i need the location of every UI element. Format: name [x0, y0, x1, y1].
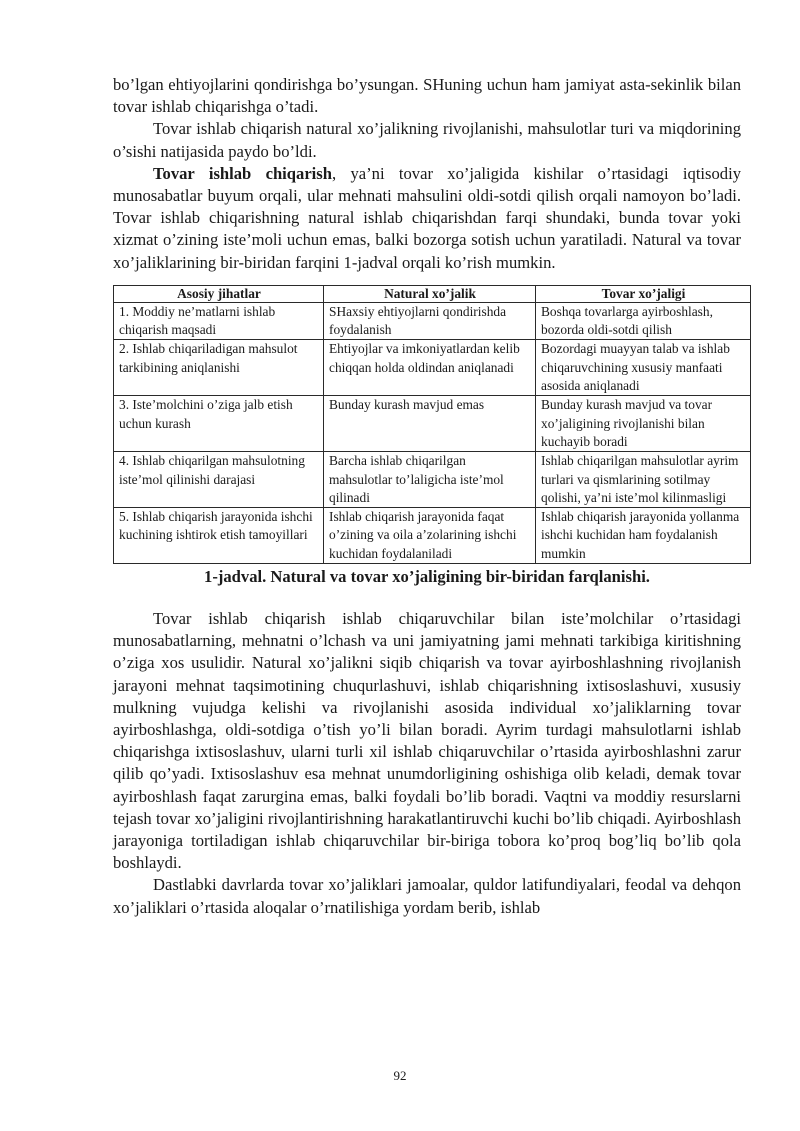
page-number: 92 — [393, 1068, 407, 1083]
table-cell: 4. Ishlab chiqarilgan mahsulotning iste’mol qilinishi darajasi — [114, 452, 324, 508]
table-cell: Bozordagi muayyan talab va ishlab chiqaruvchining xususiy manfaati asosida aniqlanadi — [536, 340, 751, 396]
table-cell: 2. Ishlab chiqariladigan mahsulot tarkibining aniqlanishi — [114, 340, 324, 396]
table-cell: Ishlab chiqarilgan mahsulotlar ayrim turlari va qismlarining sotilmay qolishi, ya’ni iste’mol kilinmasligi — [536, 452, 751, 508]
table-cell: 5. Ishlab chiqarish jarayonida ishchi kuchining ishtirok etish tamoyillari — [114, 508, 324, 564]
paragraph-4: Tovar ishlab chiqarish ishlab chiqaruvchilar bilan iste’molchilar o’rtasidagi munosabatlarning, mehnatni o’lchash va uni jamiyatning jami mehnati tarkibiga kiritishning o’ziga xos usulidir. Natural xo’jalikni siqib chiqarish va tovar ayirboshlashning rivojlanish jarayoni mehnat taqsimotining chuqurlashuvi, ishlab chiqarishning ixtisoslashuvi, xususiy mulkning vujudga kelishi va rivojlanishi asosida individual xo’jaliklarning tovar ayirboshlashga, oldi-sotdiga o’tish yo’li bilan boradi. Ayrim turdagi mahsulotlarni ishlab chiqarishga ixtisoslashuv, ularni turli xil ishlab chiqaruvchilar o’rtasida ayirboshlashni zarur qilib qo’yadi. Ixtisoslashuv esa mehnat unumdorligining oshishiga olib keladi, demak tovar ayirboshlash faqat zarurgina emas, balki foydali bo’lib boradi. Vaqtni va moddiy resurslarni tejash tovar xo’jaligini rivojlantirishning harakatlantiruvchi kuchi bo’lib chiqadi. Ayirboshlash jarayoniga tortiladigan ishlab chiqaruvchilar bir-biriga tobora ko’proq bog’liq bo’lib qola boshlaydi. — [113, 608, 741, 873]
paragraph-2: Tovar ishlab chiqarish natural xo’jalikning rivojlanishi, mahsulotlar turi va miqdorining o’sishi natijasida paydo bo’ldi. — [113, 119, 741, 161]
column-header: Tovar xo’jaligi — [536, 285, 751, 302]
table-header-row — [114, 285, 751, 302]
table-row — [114, 508, 751, 564]
table-cell: Ehtiyojlar va imkoniyatlardan kelib chiqqan holda oldindan aniqlanadi — [324, 340, 536, 396]
table-cell: 3. Iste’molchini o’ziga jalb etish uchun kurash — [114, 396, 324, 452]
comparison-table — [113, 285, 751, 564]
paragraph-3 — [113, 163, 741, 274]
table-cell: 1. Moddiy ne’matlarni ishlab chiqarish maqsadi — [114, 302, 324, 340]
table-cell: Boshqa tovarlarga ayirboshlash, bozorda oldi-sotdi qilish — [536, 302, 751, 340]
paragraph-5: Dastlabki davrlarda tovar xo’jaliklari jamoalar, quldor latifundiyalari, feodal va dehqon xo’jaliklari o’rtasida aloqalar o’rnatilishiga yordam berib, ishlab — [113, 875, 741, 917]
term-bold: Tovar ishlab chiqarish — [153, 163, 332, 183]
table-row — [114, 340, 751, 396]
table-cell: SHaxsiy ehtiyojlarni qondirishda foydalanish — [324, 302, 536, 340]
table-cell: Bunday kurash mavjud va tovar xo’jaligining rivojlanishi bilan kuchayib boradi — [536, 396, 751, 452]
paragraph-1: bo’lgan ehtiyojlarini qondirishga bo’ysungan. SHuning uchun ham jamiyat asta-sekinlik bilan tovar ishlab chiqarishga o’tadi. — [113, 75, 741, 117]
table-cell: Ishlab chiqarish jarayonida yollanma ishchi kuchidan ham foydalanish mumkin — [536, 508, 751, 564]
page-content — [113, 74, 741, 919]
table-caption: 1-jadval. Natural va tovar xo’jaligining bir-biridan farqlanishi. — [204, 566, 650, 586]
table-cell: Ishlab chiqarish jarayonida faqat o’zining va oila a’zolarining ishchi kuchidan foydalaniladi — [324, 508, 536, 564]
table-row — [114, 396, 751, 452]
table-cell: Bunday kurash mavjud emas — [324, 396, 536, 452]
table-row — [114, 452, 751, 508]
column-header: Asosiy jihatlar — [114, 285, 324, 302]
column-header: Natural xo’jalik — [324, 285, 536, 302]
table-cell: Barcha ishlab chiqarilgan mahsulotlar to’laligicha iste’mol qilinadi — [324, 452, 536, 508]
table-row — [114, 302, 751, 340]
paragraph-3-text: , ya’ni tovar xo’jaligida kishilar o’rtasidagi iqtisodiy munosabatlar buyum orqali, ular mehnati mahsulini oldi-sotdi qilish orqali namoyon bo’ladi. Tovar ishlab chiqarishning natural ishlab chiqarishdan farqi shundaki, bunda tovar yoki xizmat o’zining iste’moli uchun emas, balki bozorga sotish uchun yaratiladi. Natural va tovar xo’jaliklarining bir-biridan farqini 1-jadval orqali ko’rish mumkin. — [113, 163, 741, 272]
